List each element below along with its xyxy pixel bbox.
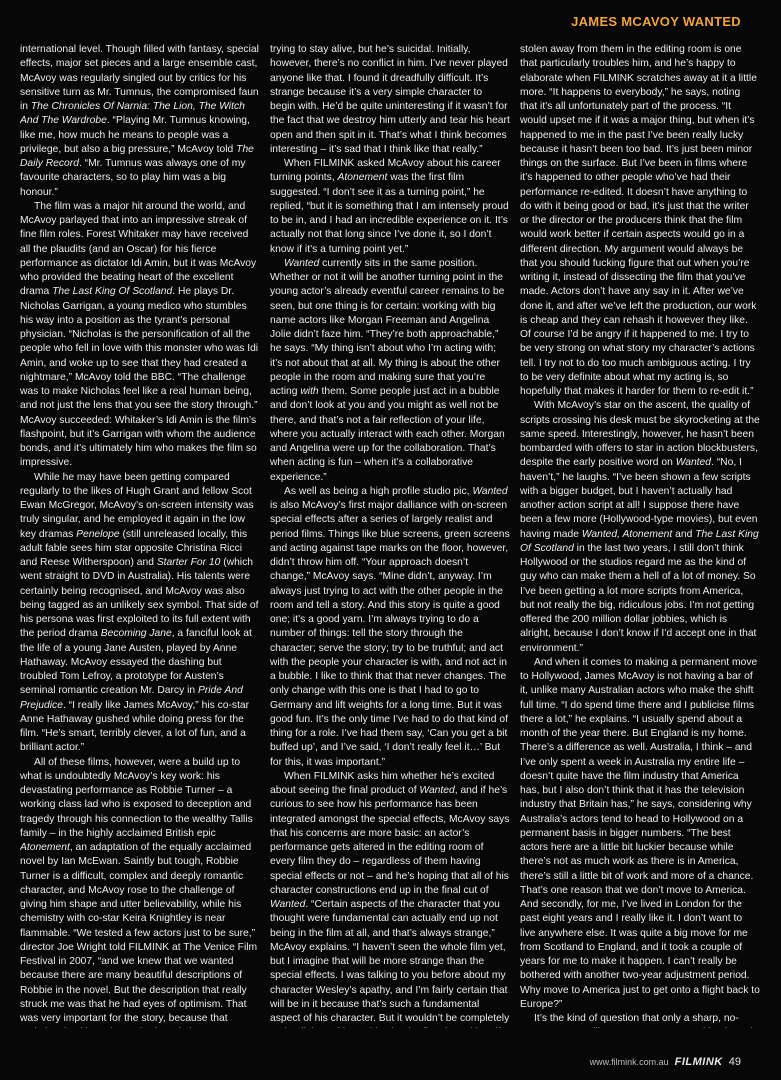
italic-title: Wanted [472, 485, 508, 497]
italic-title: The Daily Record [20, 143, 254, 169]
text-run: them. Some people just act in a bubble and don’t look at you and you might as well not be there, and that’s not a fair reflection of your life, where you actually interact with each other. Morgan and Angelina were up for the collaboration. That’s when acting is fun – when it’s a collaborative experience.” [270, 386, 505, 483]
italic-title: Wanted [675, 457, 711, 469]
text-run: (still unreleased locally, this adult fable sees him star opposite Christina Ricci and Reese Witherspoon) and [20, 528, 248, 568]
paragraph [270, 485, 510, 770]
column-2 [270, 43, 510, 1028]
italic-title: Penelope [76, 528, 120, 540]
paragraph [520, 1012, 760, 1028]
text-run: trying to stay alive, but he’s suicidal. Initially, however, there’s no conflict in him. I’ve never played anyone like that. I found it dreadfully difficult. It’s strange because it’s a very simple character to begin with. He’d be quite uninteresting if it wasn’t for the fact that we destroy him utterly and tear his heart open and then spit in it. That’s what I think becomes interesting – it’s sad that I think like that really.” [270, 44, 510, 155]
article-body [20, 43, 760, 1028]
paragraph [20, 200, 260, 471]
text-run: and [672, 528, 696, 540]
text-run: . He plays Dr. Nicholas Garrigan, a young medico who stumbles his way into a position as the tyrant’s personal physician. “Nicholas is the personification of all the people who fell in love with this monster who was Idi Amin, and woke up to see that they had created a nightmare,” McAvoy told the BBC. “The challenge was to make Nicholas feel like a real human being, and not just the lens that you see the story through.” McAvoy succeeded: Whitaker’s Idi Amin is the film’s flashpoint, but it’s Garrigan with whom the audience bonds, and it’s ultimately him who makes the film so impressive. [20, 286, 259, 469]
text-run: When FILMINK asks him whether he’s excited about seeing the final product of [270, 770, 495, 796]
italic-title: The Chronicles Of Narnia: The Lion, The Witch And The Wardrobe [20, 101, 245, 127]
text-run: , and if he’s curious to see how his performance has been integrated amongst the special effects, McAvoy says that his concerns are more basic: an actor’s performance gets altered in the editing room of every film they do – regardless of them having special effects or not – and he’s hoping that all of his character constructions end up in the final cut of [270, 785, 510, 896]
italic-title: Wanted [419, 785, 455, 796]
italic-title: Wanted, Atonement [581, 528, 673, 540]
footer-url: www.filmink.com.au [589, 1057, 669, 1067]
column-1 [20, 43, 260, 1028]
column-3 [520, 43, 760, 1028]
text-run: . “No, I haven’t,” he laughs. “I’ve been shown a few scripts with a bigger budget, but I haven’t actually had another action script at all! I suppose there have been a few more (Hollywood-type movies), but even having made [520, 457, 758, 540]
text-run: The film was a major hit around the world, and McAvoy parlayed that into an impressive streak of fine film roles. Forest Whitaker may have received all the plaudits (and an Oscar) for his fierce performance as dictator Idi Amin, but it was McAvoy who provided the beating heart of the excellent drama [20, 200, 257, 298]
paragraph [520, 43, 760, 399]
text-run: With McAvoy’s star on the ascent, the quality of scripts crossing his desk must be skyrocketing at the same speed. Interestingly, however, he hasn’t been bombarded with offers to star in action blockbusters, despite the early positive word on [520, 400, 760, 469]
paragraph [20, 43, 260, 200]
paragraph [270, 43, 510, 157]
footer-brand: FILMINK [674, 1056, 723, 1068]
text-run: currently sits in the same position. Whether or not it will be another turning point in the young actor’s already eventful career remains to be seen, but one thing is for certain: working with big name actors like Morgan Freeman and Angelina Jolie didn’t faze him. “They’re both approachable,” he says. “My thing isn’t about who I’m acting with; it’s not about that at all. My thing is about the other people in the room and making sure that you’re acting [270, 257, 505, 397]
page-number: 49 [728, 1056, 741, 1068]
paragraph [520, 399, 760, 656]
text-run: . “Certain aspects of the character that you thought were fundamental can actually end up not being in the film at all, and that’s always strange,” McAvoy explains. “I haven’t seen the whole film yet, but I imagine that will be more strange than the special effects. I was talking to you before about my character Wesley’s apathy, and I’m fairly certain that will be in it because that’s such a fundamental aspect of his character. But it wouldn’t be completely [270, 899, 510, 1024]
italic-title: Atonement [20, 842, 70, 853]
paragraph [270, 257, 510, 485]
paragraph [520, 656, 760, 1012]
text-run: All of these films, however, were a build up to what is undoubtedly McAvoy’s key work: his devastating performance as Robbie Turner – a working class lad who is exposed to deception and tragedy through his connection to the wealthy Tallis family – in the highly acclaimed British epic [20, 756, 253, 839]
italic-title: Becoming Jane [100, 628, 172, 640]
text-run: , a fanciful look at the life of a young Jane Austen, played by Anne Hathaway. McAvoy essayed the dashing but troubled Tom Lefroy, a prototype for Austen’s seminal romantic creation Mr. Darcy in [20, 628, 252, 697]
text-run: And when it comes to making a permanent move to Hollywood, James McAvoy is not having a bar of it, unlike many Australian actors who make the shift full time. “I do spend time there and I publicise films there a lot,” he explains. “I usually spend about a month of the year there. But England is my home. There’s a difference as well. Australia, I think – and I’ve only spent a week in Australia my entire life – doesn’t quite have the film industry that America has, but I also don’t think that it has the television industry that Britain has,” he says, considering why Australia’s actors tend to head to Hollywood on a permanent basis in bigger numbers. “The best actors here are a little bit luckier because while there’s not as much work as there is in America, there’s still a little bit of work and more of a chance. That’s one reason that we don’t move to America. And secondly, for me, I’ve lived in London for the past eight years and I really like it. I don’t want to live anywhere else. It was quite a big move for me from Scotland to England, and it took a couple of years for me to make it happen. I can’t really be bothered with another two-year adjustment period. Why move to America just to get onto a flight back to Europe?” [520, 656, 760, 1010]
text-run: stolen away from them in the editing room is one that particularly troubles him, and he’s happy to elaborate when FILMINK scratches away at it a little more. “It happens to everybody,” he says, noting that it’s all unfortunately part of the process. “It would upset me if it was a major thing, but when it’s happened to me in the past I’ve been really lucky because it hasn’t been too bad. It’s just been minor things on the surface. But I’ve been in films where it’s happened to other people who’ve had their performance re-edited. It doesn’t have anything to do with it being good or bad, it’s just that the writer or the director or the producers think that the film would work better if certain aspects would go in a different direction. My argument would always be that you should fucking figure that out when you’re writing it, instead of dissecting the film that you’ve made. Actors don’t have any say in it. After we’ve done it, and after we’ve left the production, our work is cheap and they can rehash it however they like. Of course I’d be angry if it happened to me. I try to be very strong on what story my character’s actions tell. I try not to do too much ambiguous acting. I try to be very definite about what my acting is, so hopefully that makes it harder for them to re-edit it.” [520, 44, 757, 397]
text-run: While he may have been getting compared regularly to the likes of Hugh Grant and fellow Scot Ewan McGregor, McAvoy’s on-screen intensity was truly singular, and he employed it again in the low key dramas [20, 471, 254, 540]
italic-title: Pride And Prejudice [20, 685, 243, 711]
italic-title: The Last King Of Scotland [520, 528, 759, 554]
text-run: international level. Though filled with fantasy, special effects, major set pieces and a large ensemble cast, McAvoy was regularly singled out by critics for his sensitive turn as Mr. Tumnus, the compromised faun in [20, 44, 259, 112]
paragraph [270, 157, 510, 257]
text-run: . “Mr. Tumnus was always one of my favourite characters, so to play him was a big honour.” [20, 158, 246, 198]
text-run: is also McAvoy’s first major dalliance with on-screen special effects after a series of largely realist and period films. Things like blue screens, green screens and acting against tape marks on the floor, however, didn’t throw him off. “Your approach doesn’t change,” McAvoy says. “Mine didn’t, anyway. I’m always just trying to act with the other people in the room and tell a story. And this story is quite a good one; it’s a good yarn. I’m always trying to do a number of things: tell the story through the character; serve the story; try to be truthful; and act with the people your character is with, and not act in a bubble. I like to think that that never changes. The only change with this one is that I had to go to Germany and lift weights for a long time. But it was good fun. It’s the only time I’ve had to do that kind of thing for a role. I’ve had them say, ‘Can you get a bit buffed up’, and I’ve said, ‘I don’t really feel it…’ But for this, it was important.” [270, 500, 510, 768]
text-run: It’s the kind of question that only a sharp, no- [534, 1013, 739, 1024]
italic-title: Atonement [337, 172, 388, 184]
italic-title: Starter For 10 [156, 557, 221, 568]
italic-title: Wanted [284, 257, 320, 269]
italic-title: Wanted [270, 899, 306, 910]
italic-title: The Last King Of Scotland [52, 286, 173, 298]
running-head: JAMES MCAVOY WANTED [571, 14, 741, 29]
text-run: When FILMINK asked McAvoy about his career turning points, [270, 158, 501, 184]
text-run: . “Playing Mr. Tumnus knowing, like me, how much he means to people was a privilege, but also a big pressure,” McAvoy told [20, 115, 250, 155]
text-run: . “I really like James McAvoy,” his co-star Anne Hathaway gushed while doing press for the film. “He’s smart, terribly clever, a lot of fun, and a brilliant actor.” [20, 699, 250, 754]
paragraph [20, 471, 260, 756]
text-run: (which went straight to DVD in Australia). His talents were certainly being recognised, and McAvoy was also being tagged as an unlikely sex symbol. That side of his persona was first exploited to its full extent with the period drama [20, 557, 259, 640]
text-run: As well as being a high profile studio pic, [284, 485, 473, 497]
text-run: in the last two years, I still don’t think Hollywood or the studios regard me as the kind of guy who can make them a hell of a lot of money. So I’ve been getting a lot more scripts from America, but not really the big, ridiculous jobs. I’m not getting offered the 200 million dollar jobbies, which is alright, because I don’t know if I’d accept one in that environment.” [520, 542, 757, 654]
italic-title: with [300, 386, 319, 397]
text-run: , an adaptation of the equally acclaimed novel by Ian McEwan. Saintly but tough, Robbie Turner is a difficult, complex and deeply romantic character, and McAvoy rose to the challenge of giving him shape and utter believability, while his chemistry with co-star Keira Knightley is near flammable. “We tested a few actors just to be sure,” director Joe Wright told FILMINK at The Venice Film Festival in 2007, “and we knew that we wanted because there are many beautiful descriptions of Robbie in the novel. But the description that really struck me was that he had eyes of optimism. That was very important for the story, because that [20, 842, 258, 1024]
paragraph [20, 756, 260, 1029]
page-footer [590, 1056, 741, 1068]
text-run: was the first film suggested. “I don’t see it as a turning point,” he replied, “but it is something that I am intensely proud to be in, and I had an incredible experience on it. It’s actually not that long since I’ve done it, so I don’t know if it’s a turning point yet.” [270, 172, 509, 255]
paragraph [270, 770, 510, 1028]
